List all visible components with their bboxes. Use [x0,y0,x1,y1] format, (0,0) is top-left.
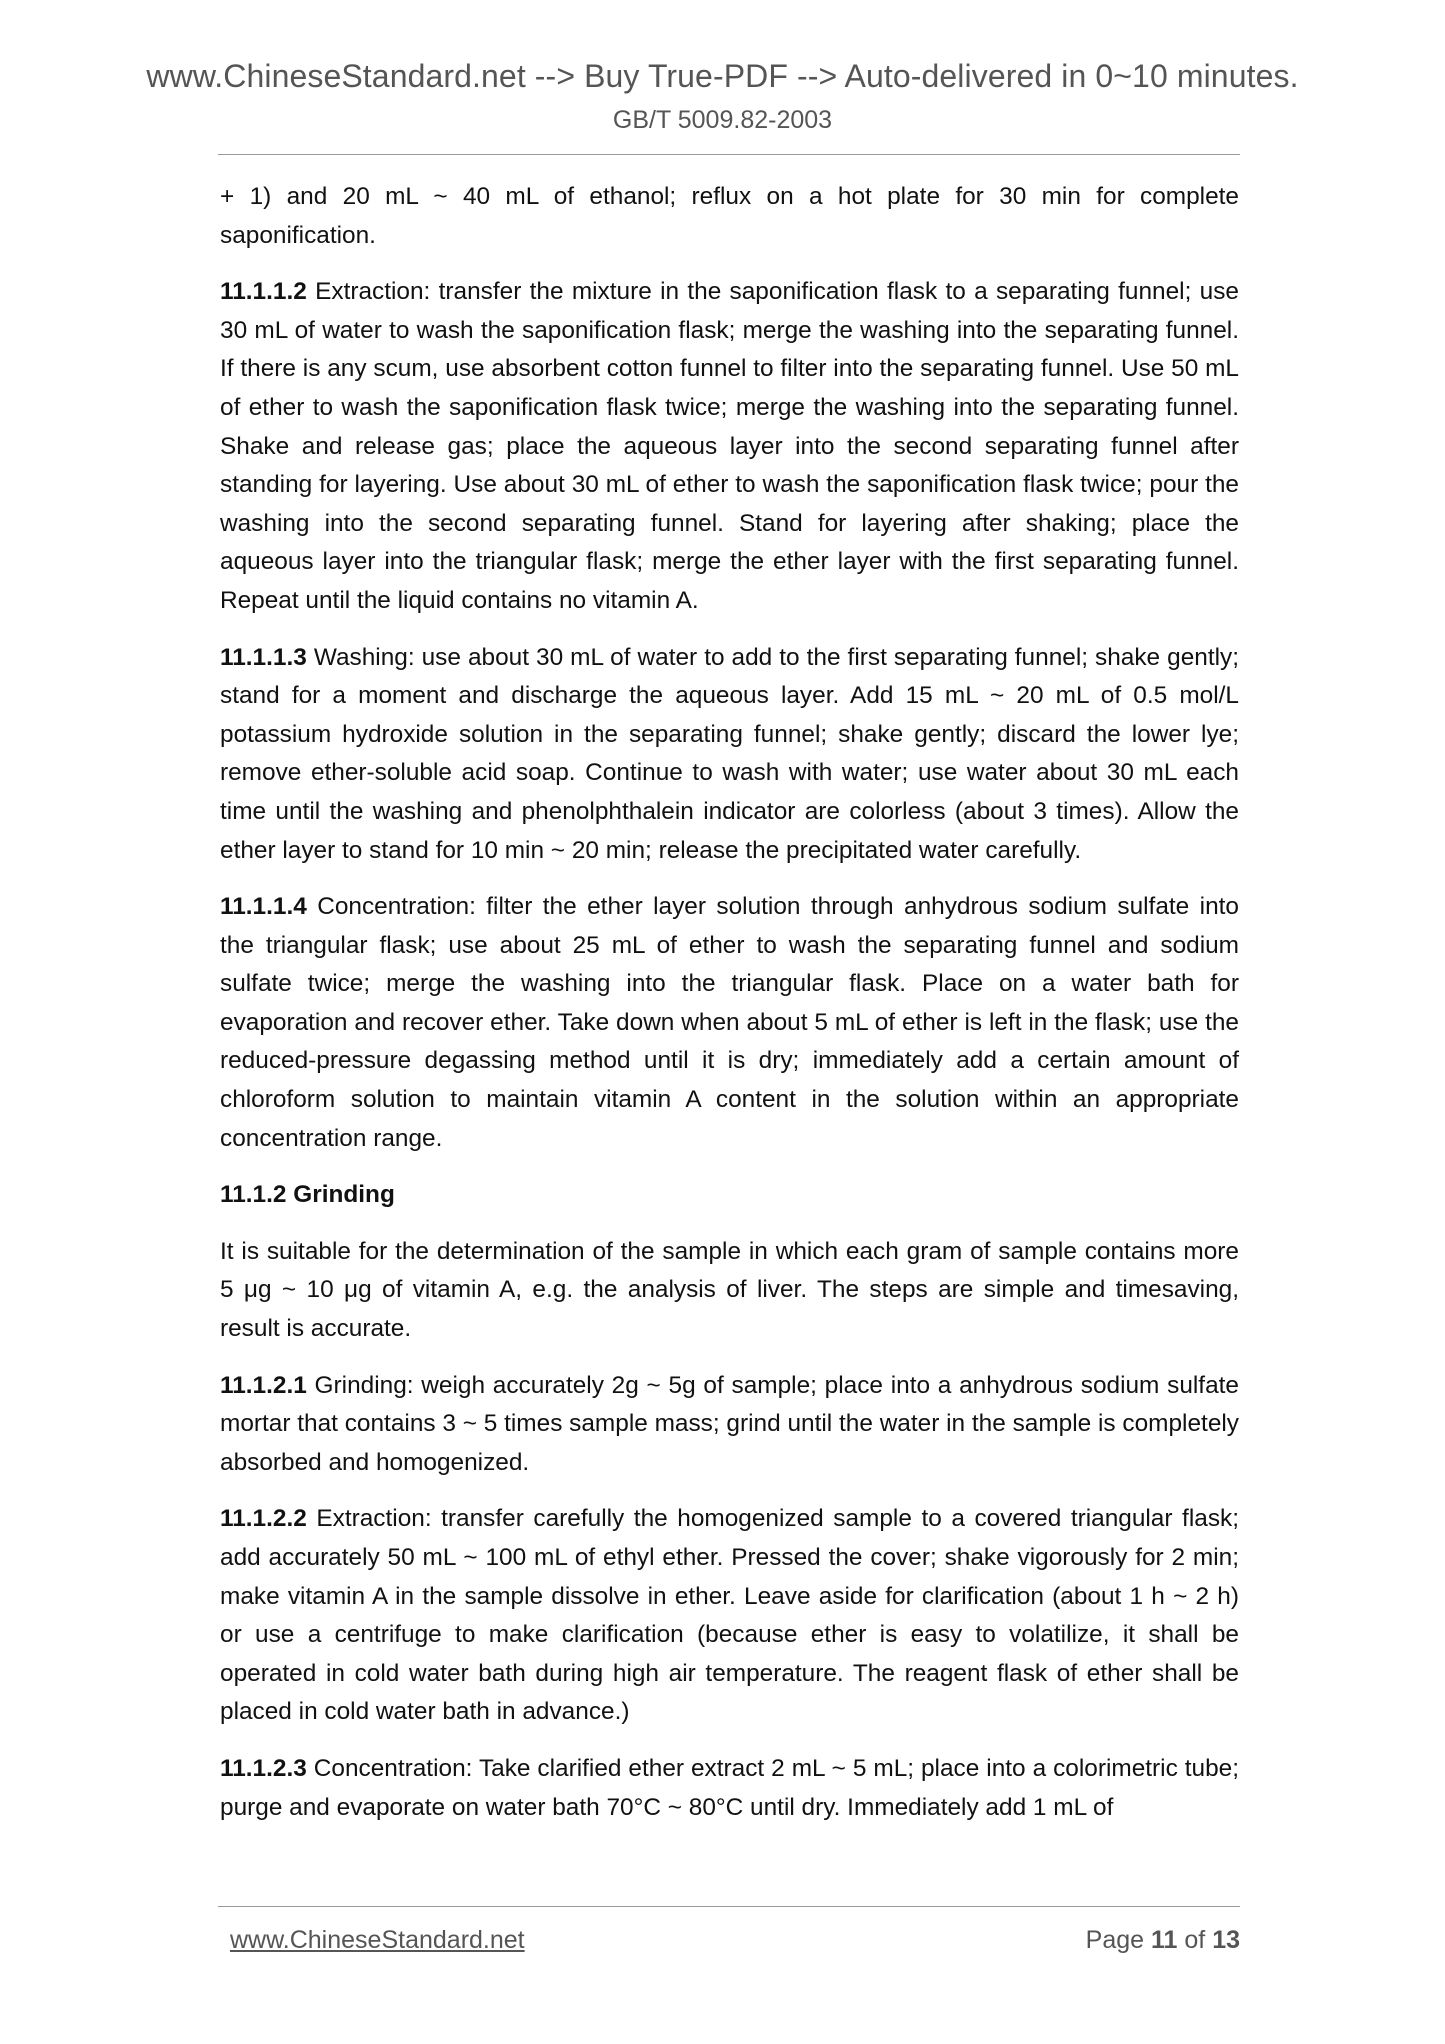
paragraph-text: Concentration: filter the ether layer solution through anhydrous sodium sulfate into the triangular flask; use about 25 mL of ether to wash the separating funnel and sodium sulfate twice; merge the washing into the triangular flask. Place on a water bath for evaporation and recover ether. Take down when about 5 mL of ether is left in the flask; use the reduced-pressure degassing method until it is dry; immediately add a certain amount of chloroform solution to maintain vitamin A content in the solution within an appropriate concentration range. [220,893,1239,1152]
clause-number: 11.1.1.3 [220,643,307,671]
page-indicator [1086,1926,1240,1955]
clause-number: 11.1.2.3 [220,1754,307,1782]
header-divider [218,154,1240,155]
paragraph-text: Washing: use about 30 mL of water to add to the first separating funnel; shake gently; stand for a moment and discharge the aqueous layer. Add 15 mL ~ 20 mL of 0.5 mol/L potassium hydroxide solution in the separating funnel; shake gently; discard the lower lye; remove ether-soluble acid soap. Continue to wash with water; use water about 30 mL each time until the washing and phenolphthalein indicator are colorless (about 3 times). Allow the ether layer to stand for 10 min ~ 20 min; release the precipitated water carefully. [220,643,1239,864]
clause-number: 11.1.2.2 [220,1505,307,1533]
clause-number: 11.1.1.4 [220,893,307,921]
paragraph-text: Grinding: weigh accurately 2g ~ 5g of sample; place into a anhydrous sodium sulfate mortar that contains 3 ~ 5 times sample mass; grind until the water in the sample is completely absorbed and homogenized. [220,1371,1239,1476]
document-body [220,178,1239,1845]
clause-number: 11.1.1.2 [220,278,307,306]
page-current: 11 [1151,1926,1178,1954]
header-banner: www.ChineseStandard.net --> Buy True-PDF --> Auto-delivered in 0~10 minutes. [146,58,1299,94]
paragraph-text: Extraction: transfer carefully the homogenized sample to a covered triangular flask; add accurately 50 mL ~ 100 mL of ethyl ether. Pressed the cover; shake vigorously for 2 min; make vitamin A in the sample dissolve in ether. Leave aside for clarification (about 1 h ~ 2 h) or use a centrifuge to make clarification (because ether is easy to volatilize, it shall be operated in cold water bath during high air temperature. The reagent flask of ether shall be placed in cold water bath in advance.) [220,1505,1239,1726]
clause-11-1-2-1 [220,1367,1239,1483]
clause-11-1-1-3 [220,639,1239,871]
page-total: 13 [1212,1926,1240,1954]
page-of: of [1177,1926,1213,1954]
clause-11-1-2-3 [220,1750,1239,1827]
page-prefix: Page [1085,1926,1151,1954]
paragraph-text: It is suitable for the determination of the sample in which each gram of sample contains more 5 μg ~ 10 μg of vitamin A, e.g. the analysis of liver. The steps are simple and timesaving, result is accurate. [220,1237,1239,1343]
clause-11-1-1-2 [220,273,1239,620]
clause-11-1-2-2 [220,1500,1239,1732]
clause-11-1-1-4 [220,888,1239,1158]
paragraph-continuation [220,178,1239,255]
footer-website-link[interactable]: www.ChineseStandard.net [230,1926,525,1954]
standard-number: GB/T 5009.82-2003 [612,106,833,134]
paragraph-text: Concentration: Take clarified ether extract 2 mL ~ 5 mL; place into a colorimetric tube; purge and evaporate on water bath 70°C ~ 80°C until dry. Immediately add 1 mL of [220,1754,1239,1821]
paragraph-grinding-intro [220,1233,1239,1349]
paragraph-text: Extraction: transfer the mixture in the saponification flask to a separating funnel; use 30 mL of water to wash the saponification flask; merge the washing into the separating funnel. If there is any scum, use absorbent cotton funnel to filter into the separating funnel. Use 50 mL of ether to wash the saponification flask twice; merge the washing into the separating funnel. Shake and release gas; place the aqueous layer into the second separating funnel after standing for layering. Use about 30 mL of ether to wash the saponification flask twice; pour the washing into the second separating funnel. Stand for layering after shaking; place the aqueous layer into the triangular flask; merge the ether layer with the first separating funnel. Repeat until the liquid contains no vitamin A. [220,278,1239,614]
clause-number: 11.1.2.1 [220,1371,307,1399]
footer-divider [218,1906,1240,1907]
paragraph-text: + 1) and 20 mL ~ 40 mL of ethanol; reflux on a hot plate for 30 min for complete saponification. [220,183,1239,249]
section-heading-grinding: 11.1.2 Grinding [220,1181,395,1209]
